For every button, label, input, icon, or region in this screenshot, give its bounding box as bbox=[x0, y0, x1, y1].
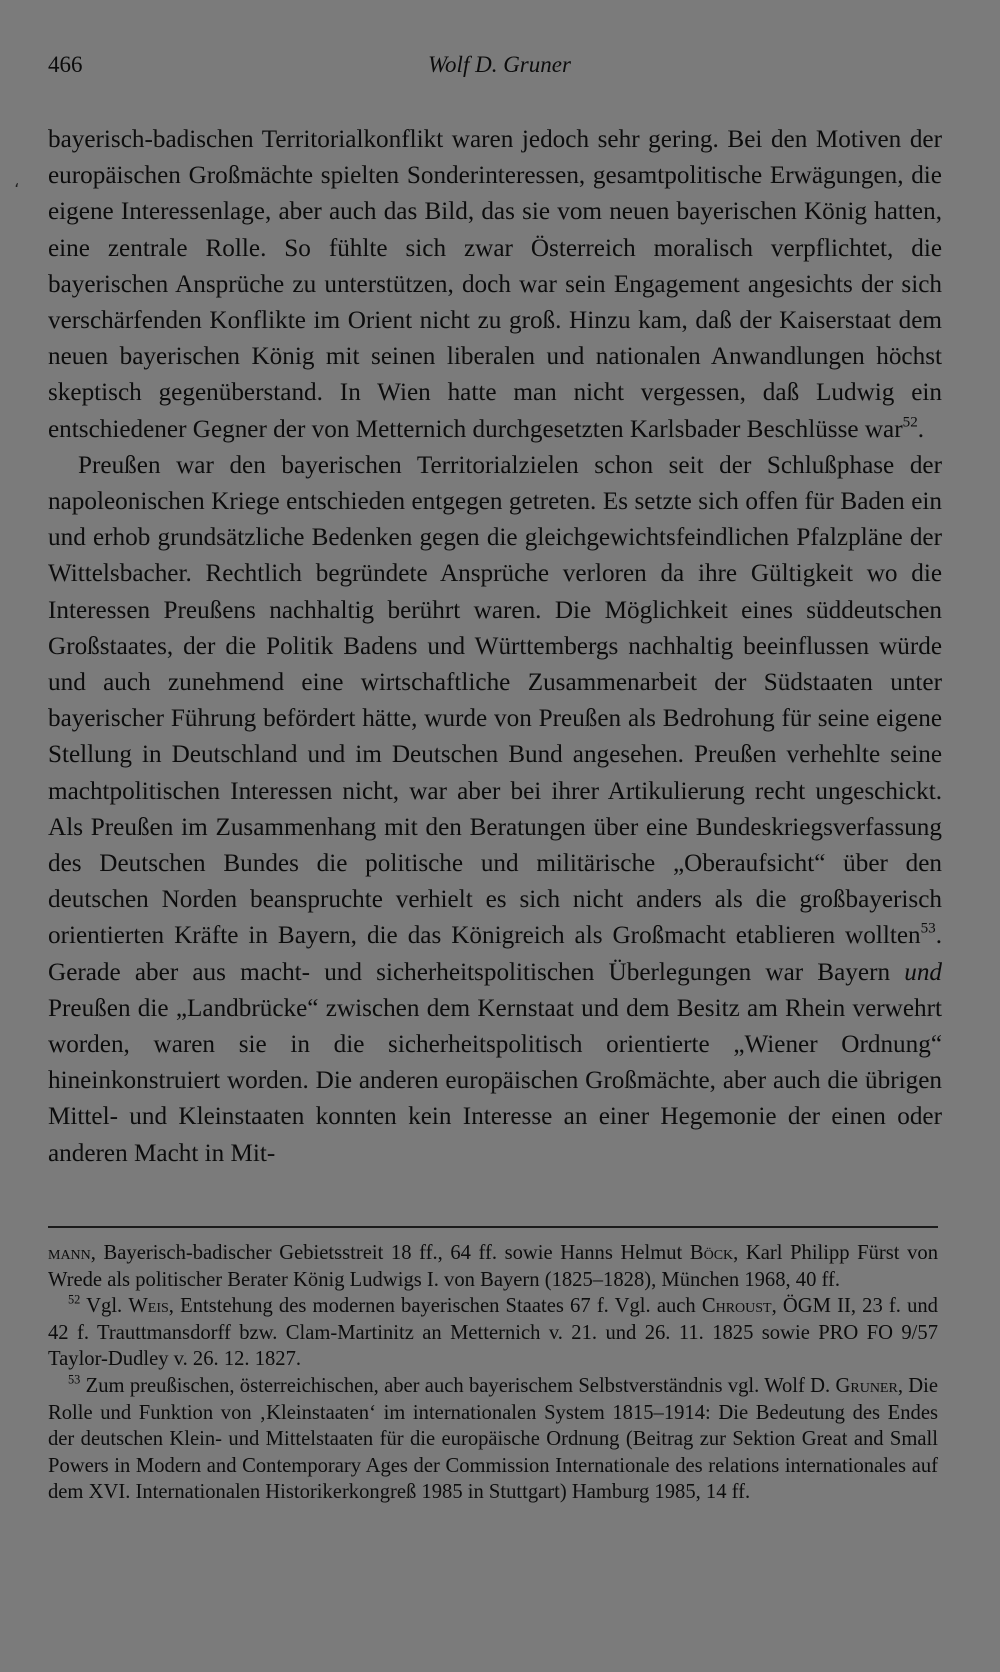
paragraph-1: bayerisch-badischen Territorialkonflikt waren jedoch sehr gering. Bei den Motiven der europäischen Großmächte spielten Sonderinteressen, gesamtpolitische Erwägungen, die eigene Interessenlage, aber auch das Bild, das sie vom neuen bayerischen König hatten, eine zentrale Rolle. So fühlte sich zwar Österreich moralisch verpflichtet, die bayerischen Ansprüche zu unterstützen, doch war sein Engagement angesichts der sich verschärfenden Konflikte im Orient nicht zu groß. Hinzu kam, daß der Kaiserstaat dem neuen bayerischen König mit seinen liberalen und nationalen Anwandlungen höchst skeptisch gegenüberstand. In Wien hatte man nicht vergessen, daß Ludwig ein entschiedener Gegner der von Metternich durchgesetzten Karlsbader Beschlüsse war$^{52}$. bbox=[48, 126, 942, 443]
footnote-52: $^{52}$ Vgl. Weis, Entstehung des modernen bayerischen Staates 67 f. Vgl. auch Chroust, ÖGM II, 23 f. und 42 f. Trauttmansdorff bzw. Clam-Martinitz an Metternich v. 21. und 26. 11. 1825 sowie PRO FO 9/57 Taylor-Dudley v. 26. 12. 1827. bbox=[48, 1292, 938, 1371]
paragraph-2: Preußen war den bayerischen Territorialzielen schon seit der Schlußphase der napoleonischen Kriege entschieden entgegen getreten. Es setzte sich offen für Baden ein und erhob grundsätzliche Bedenken gegen die gleichgewichtsfeindlichen Pfalzpläne der Wittelsbacher. Rechtlich begründete Ansprüche verloren da ihre Gültigkeit wo die Interessen Preußens nachhaltig berührt waren. Die Möglichkeit eines süddeutschen Großstaates, der die Politik Badens und Württembergs nachhaltig beeinflussen würde und auch zunehmend eine wirtschaftliche Zusammenarbeit der Südstaaten unter bayerischer Führung befördert hätte, wurde von Preußen als Bedrohung für seine eigene Stellung in Deutschland und im Deutschen Bund angesehen. Preußen verhehlte seine machtpolitischen Interessen nicht, war aber bei ihrer Artikulierung recht ungeschickt. Als Preußen im Zusammenhang mit den Beratungen über eine Bundeskriegsverfassung des Deutschen Bundes die politische und militärische „Oberaufsicht“ über den deutschen Norden beanspruchte verhielt es sich nicht anders als die großbayerisch orientierten Kräfte in Bayern, die das Königreich als Großmacht etablieren wollten$^{53}$. Gerade aber aus macht- und sicherheitspolitischen Überlegungen war Bayern und Preußen die „Landbrücke“ zwischen dem Kernstaat und dem Besitz am Rhein verwehrt worden, waren sie in die sicherheitspolitisch orientierte „Wiener Ordnung“ hineinkonstruiert worden. Die anderen europäischen Großmächte, aber auch die übrigen Mittel- und Kleinstaaten konnten kein Interesse an einer Hegemonie der einen oder anderen Macht in Mit- bbox=[48, 451, 942, 1167]
page-number: 466 bbox=[48, 52, 83, 77]
footnotes bbox=[48, 1240, 938, 1506]
margin-mark: ، bbox=[14, 174, 20, 191]
footnote-continuation: mann, Bayerisch-badischer Gebietsstreit 18 ff., 64 ff. sowie Hanns Helmut Böck, Karl Philipp Fürst von Wrede als politischer Berater König Ludwigs I. von Bayern (1825–1828), München 1968, 40 ff. bbox=[48, 1242, 939, 1291]
emphasis-und: und bbox=[904, 958, 942, 986]
running-head: Wolf D. Gruner bbox=[428, 52, 571, 77]
footnote-ref-52: 52 bbox=[902, 414, 918, 431]
page-header bbox=[48, 52, 942, 86]
footnote-53: $^{53}$ Zum preußischen, österreichischen, aber auch bayerischem Selbstverständnis vgl. Wolf D. Gruner, Die Rolle und Funktion von ‚Kleinstaaten‘ im internationalen System 1815–1914: Die Bedeutung des Endes der deutschen Klein- und Mittelstaaten für die europäische Ordnung (Beitrag zur Sektion Great and Small Powers in Modern and Contemporary Ages der Commission Internationale des relations internationales auf dem XVI. Internationalen Historikerkongreß 1985 in Stuttgart) Hamburg 1985, 14 ff. bbox=[48, 1372, 939, 1504]
footnote-rule bbox=[48, 1226, 938, 1228]
body-text bbox=[48, 122, 942, 1172]
footnote-ref-53: 53 bbox=[920, 920, 936, 937]
